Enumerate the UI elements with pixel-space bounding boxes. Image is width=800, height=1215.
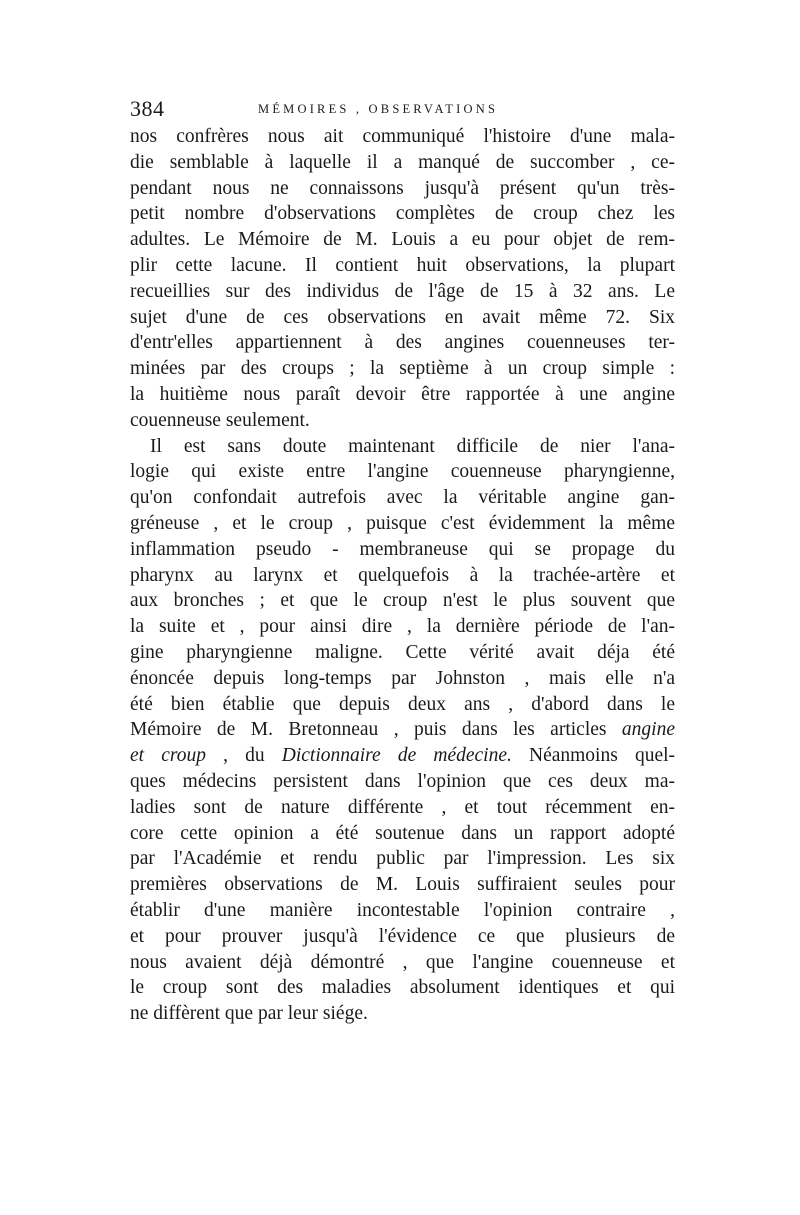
text-line: premières observations de M. Louis suffiraient seules pour: [130, 874, 675, 896]
text-line: établir d'une manière incontestable l'opinion contraire ,: [130, 899, 675, 921]
text-line: pendant nous ne connaissons jusqu'à présent qu'un très-: [130, 177, 675, 199]
text-line: d'entr'elles appartiennent à des angines couenneuses ter-: [130, 332, 675, 354]
text-line: la huitième nous paraît devoir être rapportée à une angine: [130, 383, 675, 405]
running-head: [130, 96, 675, 126]
italic-term-angine: angine: [621, 719, 675, 741]
text-line: [130, 717, 675, 743]
text-run: , du: [205, 745, 282, 767]
text-line: adultes. Le Mémoire de M. Louis a eu pour objet de rem-: [130, 229, 675, 251]
text-line: gine pharyngienne maligne. Cette vérité avait déja été: [130, 641, 675, 663]
italic-term-croup: et croup: [130, 745, 206, 767]
text-line: Il est sans doute maintenant difficile de nier l'ana-: [150, 435, 675, 457]
text-line: die semblable à laquelle il a manqué de succomber , ce-: [130, 151, 675, 173]
text-line: pharynx au larynx et quelquefois à la trachée-artère et: [130, 564, 675, 586]
text-run: Néanmoins quel-: [511, 745, 676, 767]
text-line: recueillies sur des individus de l'âge de 15 à 32 ans. Le: [130, 280, 675, 302]
text-line: inflammation pseudo - membraneuse qui se propage du: [130, 538, 675, 560]
text-run: Mémoire de M. Bretonneau , puis dans les articles: [130, 719, 622, 741]
text-line: nous avaient déjà démontré , que l'angine couenneuse et: [130, 951, 675, 973]
italic-dictionary-title: Dictionnaire de médecine.: [281, 745, 512, 767]
text-line: par l'Académie et rendu public par l'impression. Les six: [130, 848, 675, 870]
text-line: ladies sont de nature différente , et tout récemment en-: [130, 796, 675, 818]
text-line: logie qui existe entre l'angine couenneuse pharyngienne,: [130, 461, 675, 483]
text-line: petit nombre d'observations complètes de croup chez les: [130, 203, 675, 225]
text-line: [130, 743, 675, 769]
text-line: couenneuse seulement.: [130, 409, 310, 431]
text-line: core cette opinion a été soutenue dans un rapport adopté: [130, 822, 675, 844]
text-line: nos confrères nous ait communiqué l'histoire d'une mala-: [130, 126, 675, 147]
body-text: [130, 124, 675, 1027]
text-line: ques médecins persistent dans l'opinion que ces deux ma-: [130, 770, 675, 792]
page-number: 384: [130, 96, 165, 121]
text-line: minées par des croups ; la septième à un croup simple :: [130, 358, 675, 380]
text-line: sujet d'une de ces observations en avait même 72. Six: [130, 306, 675, 328]
running-title: MÉMOIRES , OBSERVATIONS: [258, 102, 499, 116]
text-line: aux bronches ; et que le croup n'est le plus souvent que: [130, 590, 675, 612]
text-line: le croup sont des maladies absolument identiques et qui: [130, 977, 675, 999]
text-line: et pour prouver jusqu'à l'évidence ce que plusieurs de: [130, 925, 675, 947]
text-line: qu'on confondait autrefois avec la véritable angine gan-: [130, 487, 675, 509]
text-line: plir cette lacune. Il contient huit observations, la plupart: [130, 254, 675, 276]
text-line: gréneuse , et le croup , puisque c'est évidemment la même: [130, 512, 675, 534]
text-line: énoncée depuis long-temps par Johnston , mais elle n'a: [130, 667, 675, 689]
text-line: été bien établie que depuis deux ans , d'abord dans le: [130, 693, 675, 715]
text-line: la suite et , pour ainsi dire , la dernière période de l'an-: [130, 616, 675, 638]
text-line: ne diffèrent que par leur siége.: [130, 1003, 368, 1025]
